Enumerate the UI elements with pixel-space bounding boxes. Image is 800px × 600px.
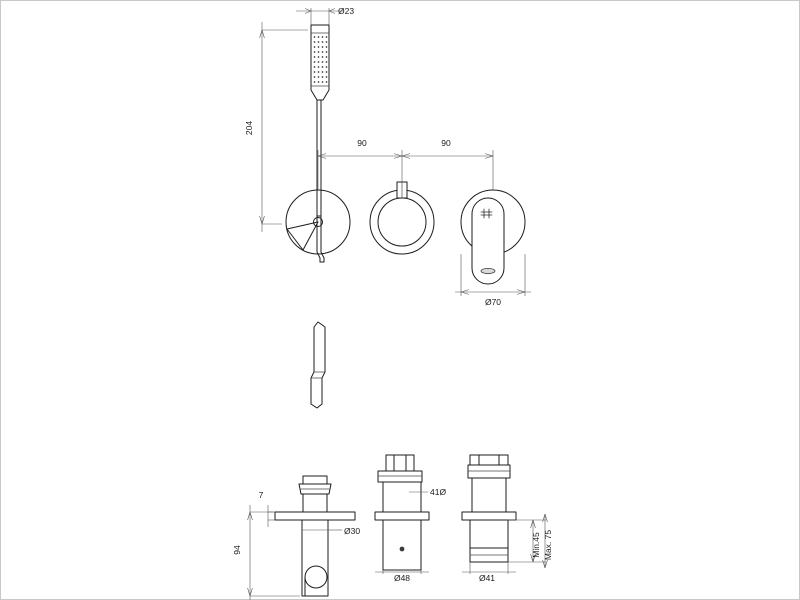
thermo-body-upper: [472, 478, 506, 512]
volume-plate-outer: [370, 190, 434, 254]
dimension-label-max75: Max. 75: [543, 529, 553, 561]
thermo-body-mid: [470, 520, 508, 548]
outlet-wall-flange: [275, 512, 355, 520]
outlet-lever: [287, 222, 318, 250]
hand-shower-handle: [317, 100, 321, 216]
volume-stem: [394, 455, 406, 471]
dimension-label-height7: 7: [258, 490, 264, 500]
dimension-label-height94: 94: [232, 545, 242, 555]
thermo-upper-collar: [468, 465, 510, 478]
thermo-wall-flange: [462, 512, 516, 520]
volume-plate-inner: [378, 198, 426, 246]
dimension-labels: [232, 6, 553, 583]
volume-body-upper: [383, 482, 421, 512]
thermostat-safety-button: [481, 268, 495, 273]
hand-shower-assembly: [286, 25, 350, 262]
volume-cartridge-section: [375, 455, 429, 570]
dimension-label-dia41hole: 41Ø: [430, 487, 447, 497]
thermo-top-plate: [470, 455, 508, 465]
dimension-label-dia30: Ø30: [344, 526, 361, 536]
volume-top-cap: [378, 471, 422, 482]
sheet-border: [1, 1, 800, 600]
outlet-spline-top: [303, 476, 327, 484]
thermostat-cartridge-section: [462, 455, 516, 562]
hand-shower-profile-outline: [311, 322, 325, 408]
dimension-label-dia70: Ø70: [484, 297, 502, 307]
dimension-label-spacing90a: 90: [357, 138, 367, 148]
volume-control-rosette: [370, 182, 434, 254]
dimension-label-spacing90b: 90: [441, 138, 451, 148]
dimension-label-len204: 204: [244, 120, 254, 136]
thermostat-rosette: [461, 190, 525, 284]
outlet-neck: [303, 494, 327, 512]
spray-face-perforations: [314, 36, 328, 83]
volume-body-lower: [383, 520, 421, 570]
outlet-body-section: [275, 476, 355, 596]
dimension-label-min45: Min.45: [531, 532, 541, 558]
outlet-port-circle: [305, 566, 327, 588]
dimension-label-dia23: Ø23: [338, 6, 355, 16]
hand-shower-side-profile: [311, 322, 325, 408]
geometry-group: [275, 25, 525, 596]
dimension-lines: [248, 8, 548, 600]
dimension-label-dia48: Ø48: [393, 573, 411, 583]
dimension-label-dia41: Ø41: [478, 573, 496, 583]
volume-body-hole: [400, 547, 405, 552]
volume-wall-flange: [375, 512, 429, 520]
